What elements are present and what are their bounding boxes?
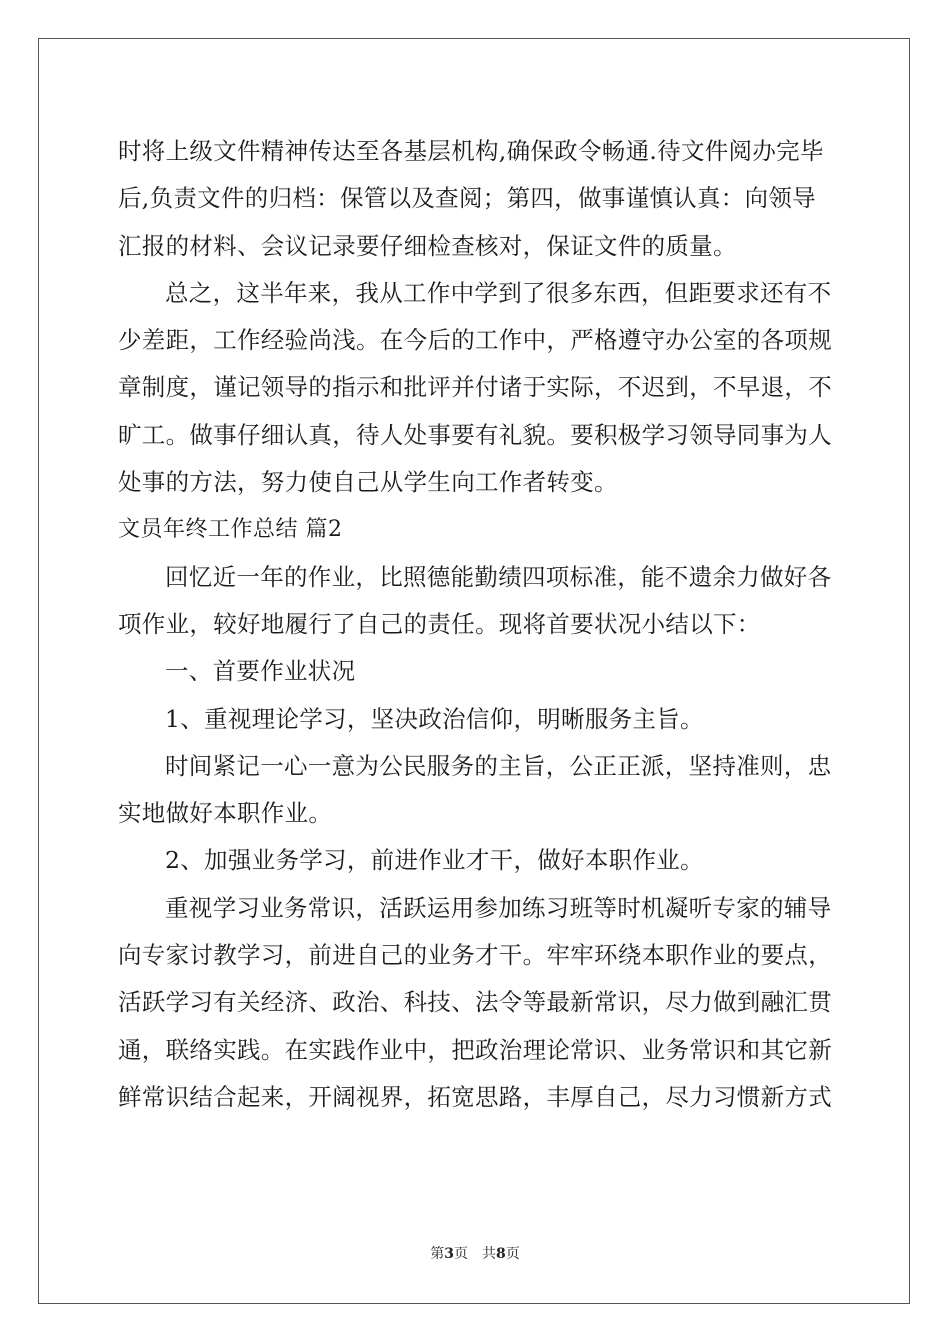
- text-line: 项作业，较好地履行了自己的责任。现将首要状况小结以下：: [118, 609, 761, 638]
- text-line: 活跃学习有关经济、政治、科技、法令等最新常识，尽力做到融汇贯: [118, 988, 832, 1017]
- text-line: 旷工。做事仔细认真，待人处事要有礼貌。要积极学习领导同事为人: [118, 420, 832, 449]
- page-total: 8: [496, 1246, 506, 1262]
- page-current: 3: [444, 1246, 454, 1262]
- text-line: 鲜常识结合起来，开阔视界，拓宽思路，丰厚自己，尽力习惯新方式: [118, 1082, 832, 1111]
- text-line: 处事的方法，努力使自己从学生向工作者转变。: [118, 468, 618, 497]
- paragraph-start: 总之，这半年来，我从工作中学到了很多东西，但距要求还有不: [165, 278, 832, 307]
- paragraph-start: 回忆近一年的作业，比照德能勤绩四项标准，能不遗余力做好各: [165, 562, 832, 591]
- page-prefix: 第: [430, 1246, 445, 1262]
- section-heading: 文员年终工作总结 篇2: [118, 517, 343, 543]
- text-line: 汇报的材料、会议记录要仔细检查核对，保证文件的质量。: [118, 231, 737, 260]
- text-line: 后,负责文件的归档：保管以及查阅；第四，做事谨慎认真：向领导: [118, 184, 816, 213]
- paragraph-start: 时间紧记一心一意为公民服务的主旨，公正正派，坚持准则，忠: [165, 751, 832, 780]
- text-line: 实地做好本职作业。: [118, 799, 333, 828]
- paragraph-start: 重视学习业务常识，活跃运用参加练习班等时机凝听专家的辅导: [165, 893, 832, 922]
- total-suffix: 页: [505, 1246, 520, 1262]
- text-line: 时将上级文件精神传达至各基层机构,确保政令畅通.待文件阅办完毕: [118, 137, 824, 165]
- text-line: 向专家讨教学习，前进自己的业务才干。牢牢环绕本职作业的要点，: [118, 941, 832, 970]
- page-footer: [0, 1243, 950, 1263]
- text-line: 少差距，工作经验尚浅。在今后的工作中，严格遵守办公室的各项规: [118, 326, 832, 355]
- document-body: [118, 128, 834, 1121]
- list-item-heading: 1、重视理论学习，坚决政治信仰，明晰服务主旨。: [165, 704, 704, 733]
- text-line: 通，联络实践。在实践作业中，把政治理论常识、业务常识和其它新: [118, 1035, 832, 1064]
- list-item-heading: 2、加强业务学习，前进作业才干，做好本职作业。: [165, 846, 704, 875]
- page-suffix: 页: [454, 1246, 468, 1262]
- text-line: 章制度，谨记领导的指示和批评并付诸于实际，不迟到，不早退，不: [118, 373, 832, 402]
- subheading: 一、首要作业状况: [165, 657, 356, 686]
- total-prefix: 共: [482, 1246, 496, 1262]
